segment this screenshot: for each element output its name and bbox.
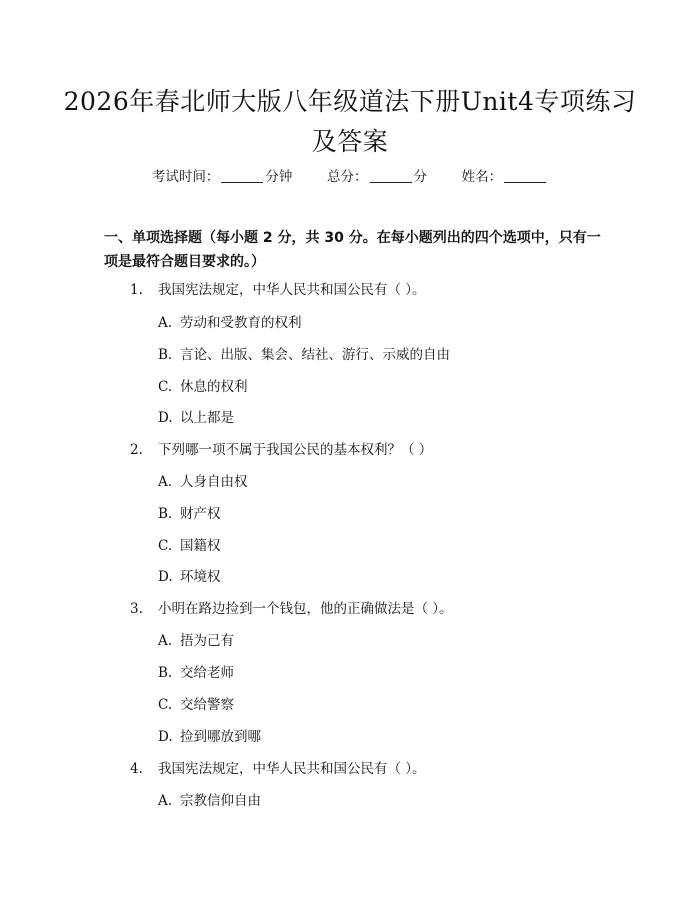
option-text: 国籍权: [180, 538, 221, 554]
page-title: 2026年春北师大版八年级道法下册Unit4专项练习及答案: [63, 87, 637, 156]
option-letter: D.: [158, 729, 173, 745]
option-text: 财产权: [180, 506, 221, 522]
question-number: 2.: [130, 442, 143, 458]
option-text: 劳动和受教育的权利: [180, 315, 302, 331]
option-letter: A.: [158, 633, 173, 649]
student-name-blank: [504, 182, 546, 183]
question-2-option-b: [158, 504, 221, 524]
total-score-label: 总分：: [327, 169, 368, 185]
total-score-field: [327, 167, 427, 187]
question-3-option-c: [158, 695, 234, 715]
question-1-option-c: [158, 377, 248, 397]
question-number: 3.: [130, 601, 143, 617]
option-letter: D.: [158, 569, 173, 585]
option-text: 捡到哪放到哪: [180, 729, 261, 745]
exam-time-label: 考试时间：: [151, 169, 220, 185]
question-text: 小明在路边捡到一个钱包，他的正确做法是（ ）。: [158, 601, 453, 617]
option-text: 言论、出版、集会、结社、游行、示威的自由: [180, 347, 450, 363]
student-name-label: 姓名：: [461, 169, 503, 185]
question-3-option-d: [158, 727, 261, 747]
question-1-option-b: [158, 345, 450, 365]
question-2-option-a: [158, 472, 248, 492]
question-text: 我国宪法规定，中华人民共和国公民有（ ）。: [158, 282, 426, 298]
question-3: [130, 599, 453, 619]
option-text: 交给老师: [180, 665, 234, 681]
option-letter: B.: [158, 347, 173, 363]
question-2-option-d: [158, 567, 221, 587]
exam-info-line: [0, 167, 700, 187]
question-number: 1.: [130, 282, 143, 298]
student-name-field: [462, 167, 549, 187]
question-2: [130, 440, 432, 460]
question-3-option-b: [158, 663, 234, 683]
option-letter: C.: [158, 379, 173, 395]
option-text: 休息的权利: [180, 379, 248, 395]
option-text: 以上都是: [180, 410, 234, 426]
question-4-option-a: [158, 791, 261, 811]
option-letter: A.: [158, 474, 173, 490]
option-letter: C.: [158, 538, 173, 554]
question-4: [130, 759, 426, 779]
total-score-unit: 分: [413, 169, 427, 185]
exam-time-field: [152, 167, 293, 187]
option-text: 宗教信仰自由: [180, 793, 261, 809]
option-letter: A.: [158, 315, 173, 331]
question-1: [130, 280, 426, 300]
exam-time-blank: [221, 182, 263, 183]
exam-time-unit: 分钟: [265, 169, 293, 185]
question-1-option-d: [158, 408, 234, 428]
option-text: 交给警察: [180, 697, 234, 713]
option-letter: B.: [158, 506, 173, 522]
option-letter: A.: [158, 793, 173, 809]
question-2-option-c: [158, 536, 221, 556]
option-letter: D.: [158, 410, 173, 426]
question-1-option-a: [158, 313, 302, 333]
question-number: 4.: [130, 761, 143, 777]
option-text: 人身自由权: [180, 474, 248, 490]
option-text: 捂为己有: [180, 633, 234, 649]
question-text: 下列哪一项不属于我国公民的基本权利？（ ）: [158, 442, 433, 458]
option-letter: B.: [158, 665, 173, 681]
section-heading: 一、单项选择题（每小题 2 分，共 30 分。在每小题列出的四个选项中，只有一项是最符合题目要求的。）: [104, 230, 601, 270]
total-score-blank: [370, 182, 412, 183]
question-3-option-a: [158, 631, 234, 651]
option-text: 环境权: [180, 569, 221, 585]
option-letter: C.: [158, 697, 173, 713]
question-text: 我国宪法规定，中华人民共和国公民有（ ）。: [158, 761, 426, 777]
